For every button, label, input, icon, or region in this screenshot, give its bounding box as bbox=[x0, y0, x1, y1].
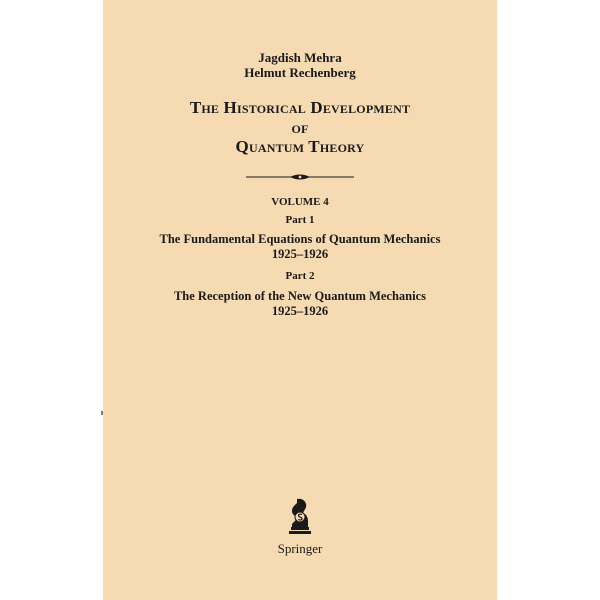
title-line-1 bbox=[103, 98, 497, 118]
ornamental-rule-icon bbox=[246, 173, 354, 181]
part1-label: Part 1 bbox=[285, 214, 315, 226]
part2-years: 1925–1926 bbox=[271, 304, 329, 318]
author-name-2: Helmut Rechenberg bbox=[244, 65, 356, 80]
title-line-1-text: The Historical Development bbox=[189, 98, 411, 117]
title-line-3: Quantum Theory bbox=[235, 137, 365, 156]
springer-chess-knight-icon bbox=[288, 497, 312, 537]
title-line-2: of bbox=[291, 118, 309, 137]
part2-label: Part 2 bbox=[285, 270, 315, 282]
book-cover bbox=[103, 0, 497, 600]
volume-label: VOLUME 4 bbox=[271, 196, 329, 208]
part2-title: The Reception of the New Quantum Mechanics bbox=[173, 289, 427, 303]
author-name-1: Jagdish Mehra bbox=[258, 50, 342, 65]
part1-years: 1925–1926 bbox=[271, 247, 329, 261]
publisher-name: Springer bbox=[277, 541, 323, 556]
part1-title: The Fundamental Equations of Quantum Mechanics bbox=[159, 232, 441, 246]
